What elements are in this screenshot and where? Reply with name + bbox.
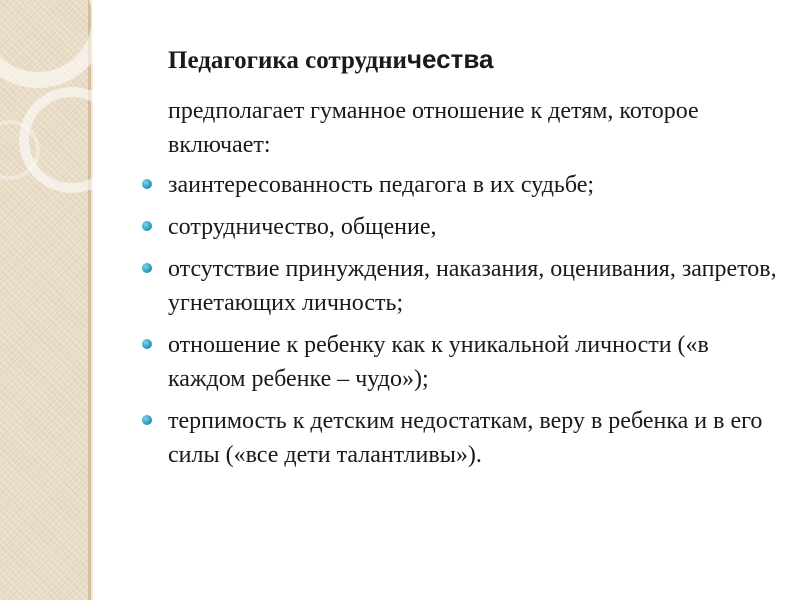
- slide-title: [168, 40, 780, 80]
- bullet-icon: [142, 221, 152, 231]
- list-item-text: сотрудничество, общение,: [168, 213, 437, 240]
- list-item-text: отсутствие принуждения, наказания, оценивания, запретов, угнетающих личность;: [168, 255, 777, 316]
- bullet-icon: [142, 263, 152, 273]
- intro-text: предполагает гуманное отношение к детям, которое включает:: [168, 97, 699, 158]
- list-item-text: отношение к ребенку как к уникальной личности («в каждом ребенке – чудо»);: [168, 331, 709, 393]
- bullet-icon: [142, 339, 152, 349]
- list-item: [140, 328, 780, 396]
- list-item: [140, 168, 780, 202]
- bullet-icon: [142, 179, 152, 189]
- list-item: [140, 210, 780, 244]
- bullet-list: [140, 168, 780, 473]
- list-item-text: заинтересованность педагога в их судьбе;: [168, 171, 595, 198]
- slide-content: [140, 40, 780, 480]
- list-item: [140, 252, 780, 320]
- list-item: [140, 404, 780, 472]
- bullet-icon: [142, 415, 152, 425]
- list-item-text: терпимость к детским недостаткам, веру в ребенка и в его силы («все дети талантливы»).: [168, 408, 763, 469]
- title-sans-part: чества: [406, 44, 494, 74]
- decorative-rings-icon: [0, 0, 93, 600]
- title-serif-part: Педагогика сотрудни: [168, 47, 407, 74]
